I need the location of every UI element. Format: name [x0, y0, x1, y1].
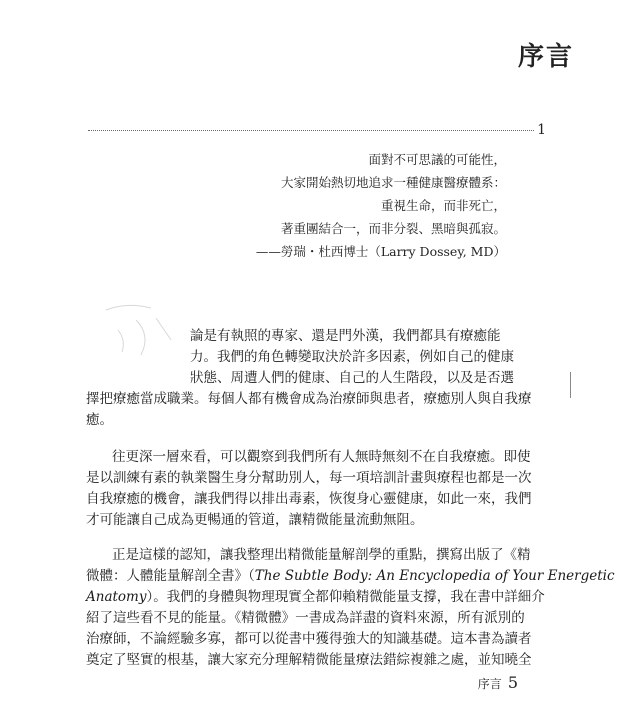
section-page-marker: 1	[537, 122, 546, 138]
book-title-english-cont: Anatomy	[86, 589, 147, 605]
text-line: 治療師，不論經驗多寡，都可以從書中獲得強大的知識基礎。這本書為讀者	[86, 631, 532, 647]
text-segment: 微體：人體能量解剖全書》（	[86, 568, 255, 584]
section-title: 序言	[517, 42, 574, 72]
margin-mark	[570, 372, 571, 398]
epigraph-line: 重視生命，而非死亡，	[380, 198, 506, 213]
epigraph	[186, 148, 506, 263]
book-title-english: The Subtle Body: An Encyclopedia of Your Energetic	[254, 568, 615, 584]
footer-label: 序言	[477, 677, 502, 691]
text-line: 紹了這些看不見的能量。《精微體》一書成為詳盡的資料來源，所有派別的	[86, 610, 525, 626]
epigraph-line: 著重團結合一，而非分裂、黑暗與孤寂。	[280, 221, 506, 236]
text-line: 是以訓練有素的執業醫生身分幫助別人，每一項培訓計畫與療程也都是一次	[86, 470, 532, 486]
text-segment: ）。我們的身體與物理現實全都仰賴精微能量支撐，我在書中詳細介	[146, 589, 545, 605]
text-line: 力。我們的角色轉變取決於許多因素，例如自己的健康	[190, 349, 514, 365]
text-line: 癒。	[86, 412, 113, 428]
text-line	[86, 566, 615, 587]
text-line: 正是這樣的認知，讓我整理出精微能量解剖學的重點，撰寫出版了《精	[112, 547, 531, 563]
text-line	[86, 587, 545, 608]
text-line: 擇把療癒當成職業。每個人都有機會成為治療師與患者，療癒別人與自我療	[86, 391, 532, 407]
paragraph-1	[86, 326, 532, 431]
text-line: 往更深一層來看，可以觀察到我們所有人無時無刻不在自我療癒。即使	[112, 449, 531, 465]
page-footer	[478, 673, 518, 692]
text-line: 狀態、周遭人們的健康、自己的人生階段，以及是否選	[190, 370, 514, 386]
epigraph-attribution: ——勞瑞・杜西博士（Larry Dossey, MD）	[255, 244, 506, 259]
text-line: 才可能讓自己成為更暢通的管道，讓精微能量流動無阻。	[86, 512, 424, 528]
paragraph-2	[86, 447, 532, 531]
text-line: 自我療癒的機會，讓我們得以排出毒素，恢復身心靈健康，如此一來，我們	[86, 491, 532, 507]
dotted-divider	[88, 130, 534, 131]
text-line: 奠定了堅實的根基，讓大家充分理解精微能量療法錯綜複雜之處，並知曉全	[86, 652, 532, 668]
epigraph-line: 面對不可思議的可能性，	[368, 152, 506, 167]
epigraph-line: 大家開始熱切地追求一種健康醫療體系：	[280, 175, 506, 190]
text-line: 論是有執照的專家、還是門外漢，我們都具有療癒能	[190, 328, 501, 344]
page-number: 5	[507, 673, 518, 692]
paragraph-3	[86, 545, 615, 671]
